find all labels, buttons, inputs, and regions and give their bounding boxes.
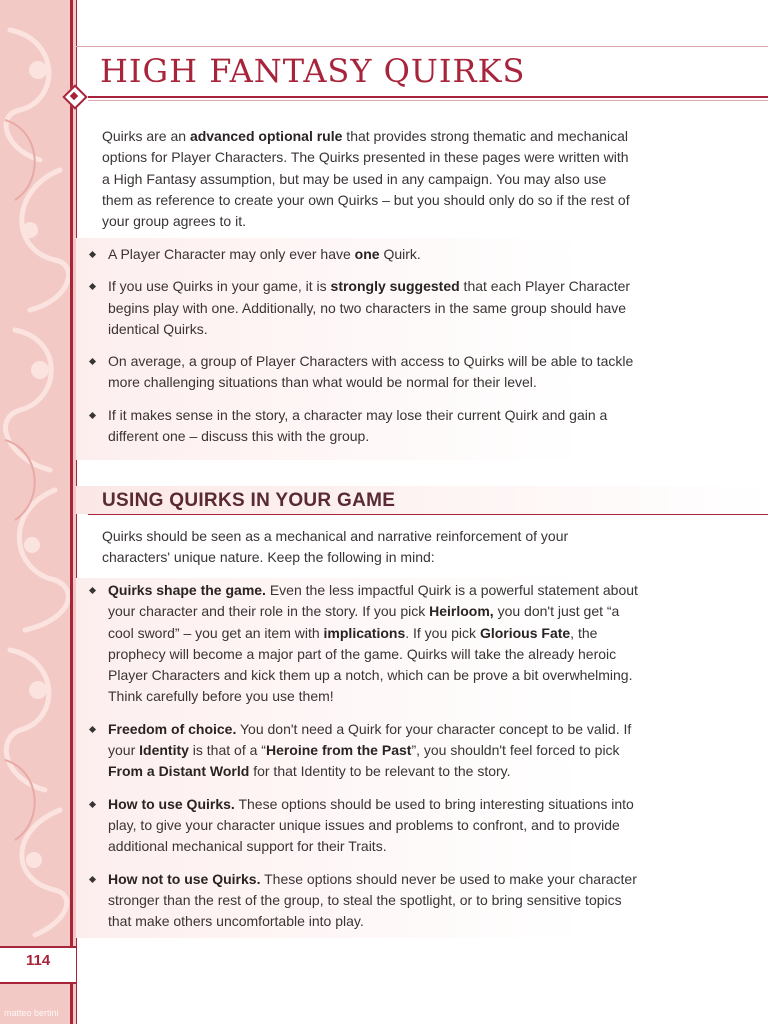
list-item: If you use Quirks in your game, it is strongly suggested that each Player Character begins play with one. Additionally, no two characters in the same group should have identical Quirks. bbox=[102, 276, 640, 340]
page-title: HIGH FANTASY QUIRKS bbox=[100, 52, 526, 90]
list-item: On average, a group of Player Characters with access to Quirks will be able to tackle more challenging situations than what would be normal for their level. bbox=[102, 351, 640, 394]
section-rule bbox=[88, 514, 768, 515]
list-item: Freedom of choice. You don't need a Quirk for your character concept to be valid. If your Identity is that of a “Heroine from the Past”, you shouldn't feel forced to pick From a Distant World for that Identity to be relevant to the story. bbox=[102, 719, 640, 783]
guidance-bullet-list bbox=[102, 580, 640, 943]
footer-credit: matteo bertini bbox=[4, 1008, 59, 1018]
list-item: A Player Character may only ever have one Quirk. bbox=[102, 244, 640, 265]
swirl-pattern bbox=[0, 0, 76, 1024]
list-item: If it makes sense in the story, a character may lose their current Quirk and gain a different one – discuss this with the group. bbox=[102, 405, 640, 448]
section-intro-paragraph: Quirks should be seen as a mechanical and narrative reinforcement of your characters' unique nature. Keep the following in mind: bbox=[102, 528, 569, 566]
title-rule-thin bbox=[88, 100, 768, 101]
intro-paragraph: Quirks are an advanced optional rule that provides strong thematic and mechanical options for Player Characters. The Quirks presented in these pages were written with a High Fantasy assumption, but may be used in any campaign. You may also use them as reference to create your own Quirks – but you should only do so if the rest of your group agrees to it. bbox=[102, 128, 630, 230]
ornamental-border bbox=[0, 0, 76, 1024]
title-rule bbox=[88, 96, 768, 98]
rules-bullet-list bbox=[102, 244, 640, 458]
border-rule-outer bbox=[70, 0, 73, 1024]
list-item: How to use Quirks. These options should be used to bring interesting situations into play, to give your character unique issues and problems to confront, and to provide additional mechanical support for their Traits. bbox=[102, 794, 640, 858]
page-number: 114 bbox=[26, 952, 51, 969]
section-header: USING QUIRKS IN YOUR GAME bbox=[102, 490, 396, 511]
list-item: Quirks shape the game. Even the less impactful Quirk is a powerful statement about your character and their role in the story. If you pick Heirloom, you don't just get “a cool sword” – you get an item with implications. If you pick Glorious Fate, the prophecy will become a major part of the game. Quirks will take the already heroic Player Characters and kick them up a notch, which can be prove a bit overwhelming. Think carefully before you use them! bbox=[102, 580, 640, 708]
title-top-rule bbox=[76, 46, 768, 47]
list-item: How not to use Quirks. These options should never be used to make your character stronger than the rest of the group, to steal the spotlight, or to bring sensitive topics that make others uncomfortable into play. bbox=[102, 869, 640, 933]
